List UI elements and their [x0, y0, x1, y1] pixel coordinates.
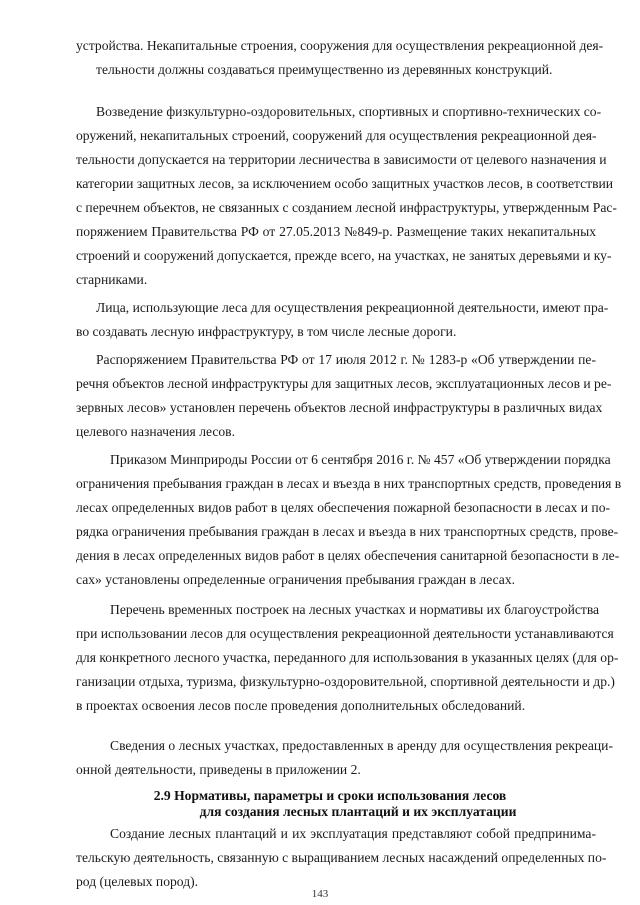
paragraph-line: онной деятельности, приведены в приложении 2.	[76, 762, 361, 777]
paragraph-line: целевого назначения лесов.	[76, 424, 235, 439]
paragraph-line: лесах определенных видов работ в целях обеспечения пожарной безопасности в лесах и по-	[76, 500, 611, 515]
paragraph-line: Лица, использующие леса для осуществления рекреационной деятельности, имеют пра-	[96, 300, 609, 315]
paragraph-line: для конкретного лесного участка, переданного для использования в указанных целях (для ор-	[76, 650, 619, 665]
paragraph-line: Распоряжением Правительства РФ от 17 июля 2012 г. № 1283-р «Об утверждении пе-	[96, 352, 596, 367]
paragraph-line: ганизации отдыха, туризма, физкультурно-оздоровительной, спортивной деятельности и др.)	[76, 674, 615, 689]
paragraph-line: дения в лесах определенных видов работ в целях обеспечения санитарной безопасности в ле-	[76, 548, 620, 563]
paragraph-line: в проектах освоения лесов после проведения дополнительных обследований.	[76, 698, 526, 713]
paragraph-line: тельскую деятельность, связанную с выращиванием лесных насаждений определенных по-	[76, 850, 607, 865]
paragraph-line: с перечнем объектов, не связанных с созданием лесной инфраструктуры, утвержденным Рас-	[76, 200, 617, 215]
paragraph-line: поряжением Правительства РФ от 27.05.2013 №849-р. Размещение таких некапитальных	[76, 224, 596, 239]
section-heading-line-1: 2.9 Нормативы, параметры и сроки использования лесов	[153, 788, 507, 803]
paragraph-line: при использовании лесов для осуществления рекреационной деятельности устанавливаются	[76, 626, 614, 641]
paragraph-line: Сведения о лесных участках, предоставленных в аренду для осуществления рекреаци-	[110, 738, 613, 753]
paragraph-line: старниками.	[76, 272, 148, 287]
paragraph-line: Возведение физкультурно-оздоровительных, спортивных и спортивно-технических со-	[96, 104, 602, 119]
paragraph-line: во создавать лесную инфраструктуру, в том числе лесные дороги.	[76, 324, 457, 339]
paragraph-line: оружений, некапитальных строений, сооружений для осуществления рекреационной дея-	[76, 128, 597, 143]
paragraph-line: Перечень временных построек на лесных участках и нормативы их благоустройства	[110, 602, 600, 617]
paragraph-line: род (целевых пород).	[76, 874, 199, 889]
paragraph-line: зервных лесов» установлен перечень объектов лесной инфраструктуры в различных видах	[76, 400, 603, 415]
paragraph-line: строений и сооружений допускается, прежде всего, на участках, не занятых деревьями и ку-	[76, 248, 612, 263]
paragraph-line: категории защитных лесов, за исключением особо защитных участков лесов, в соответствии	[76, 176, 614, 191]
paragraph-line: сах» установлены определенные ограничения пребывания граждан в лесах.	[76, 572, 516, 587]
paragraph-line: рядка ограничения пребывания граждан в лесах и въезда в них транспортных средств, прове-	[76, 524, 619, 539]
paragraph-line: Создание лесных плантаций и их эксплуатация представляют собой предпринима-	[110, 826, 596, 841]
paragraph-line: ограничения пребывания граждан в лесах и въезда в них транспортных средств, проведения в	[76, 476, 622, 491]
paragraph-line: тельности допускается на территории лесничества в зависимости от целевого назначения и	[76, 152, 607, 167]
paragraph-line: речня объектов лесной инфраструктуры для защитных лесов, эксплуатационных лесов и ре-	[76, 376, 612, 391]
paragraph-line: тельности должны создаваться преимущественно из деревянных конструкций.	[96, 62, 553, 77]
page-number: 143	[311, 888, 329, 900]
paragraph-line: Приказом Минприроды России от 6 сентября 2016 г. № 457 «Об утверждении порядка	[110, 452, 611, 467]
section-heading-line-2: для создания лесных плантаций и их эксплуатации	[199, 804, 517, 819]
paragraph-line: устройства. Некапитальные строения, сооружения для осуществления рекреационной дея-	[76, 38, 604, 53]
